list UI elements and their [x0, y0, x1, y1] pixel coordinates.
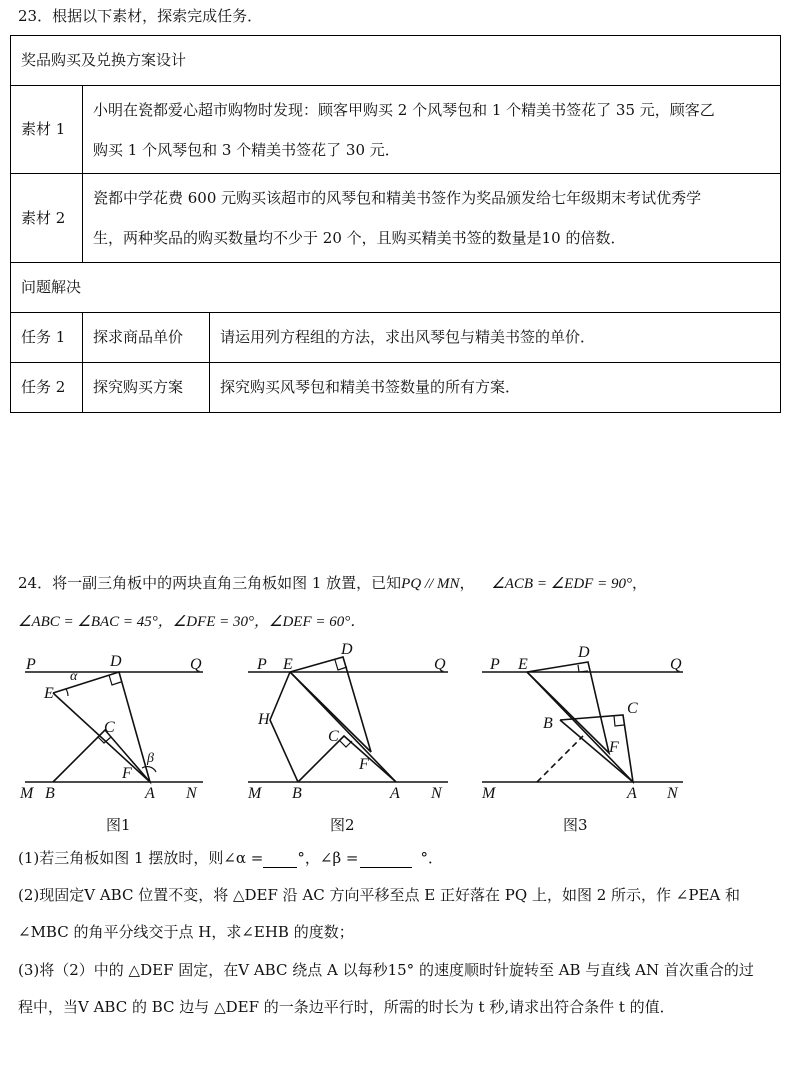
- q24-part3-line1: (3)将（2）中的 △DEF 固定，在V ABC 绕点 A 以每秒15° 的速度顺时针旋转至 AB 与直线 AN 首次重合的过: [18, 961, 754, 979]
- task1-name: 探求商品单价: [83, 313, 210, 363]
- fig2-label-a: A: [390, 785, 400, 800]
- table-title: 奖品购买及兑换方案设计: [11, 36, 781, 86]
- fig1-label-n: N: [186, 785, 197, 800]
- fig2-label-h: H: [258, 711, 270, 728]
- material1-line2: 购买 1 个风琴包和 3 个精美书签花了 30 元．: [93, 140, 400, 159]
- q24-part2-line2: ∠MBC 的角平分线交于点 H，求∠EHB 的度数；: [18, 923, 354, 941]
- fig1-right-angle-d: [109, 675, 121, 685]
- q24-part2-line1: (2)现固定V ABC 位置不变，将 △DEF 沿 AC 方向平移至点 E 正好落在 PQ 上，如图 2 所示，作 ∠PEA 和: [18, 886, 741, 904]
- q23-table: [10, 35, 781, 413]
- task2-desc: 探究购买风琴包和精美书签数量的所有方案．: [210, 363, 781, 413]
- fig2-label-b: B: [292, 785, 302, 800]
- fig1-label-q: Q: [190, 656, 202, 673]
- material2-line2: 生，两种奖品的购买数量均不少于 20 个，且购买精美书签的数量是10 的倍数．: [93, 229, 626, 247]
- material2-content: [83, 174, 781, 263]
- fig3-label-f: F: [609, 739, 619, 756]
- fig1-label-b: B: [45, 785, 55, 800]
- beta-answer-blank: [360, 849, 412, 868]
- material2-label: 素材 2: [11, 174, 83, 263]
- material1-label: 素材 1: [11, 86, 83, 174]
- fig1-label-e: E: [44, 685, 54, 702]
- q23-heading: 23．根据以下素材，探索完成任务．: [18, 7, 263, 25]
- fig1-label-m: M: [20, 785, 34, 800]
- fig2-label-c: C: [328, 728, 339, 745]
- fig2-bisectors-h: [270, 672, 298, 782]
- fig2-label-d: D: [341, 641, 353, 658]
- fig2-label-p: P: [257, 656, 267, 673]
- fig3-label-p: P: [490, 656, 500, 673]
- fig3-label-d: D: [578, 644, 590, 661]
- fig2-label-q: Q: [434, 656, 446, 673]
- fig3-label-n: N: [667, 785, 678, 800]
- fig3-dashed-line: [537, 736, 583, 782]
- material2-line1: 瓷都中学花费 600 元购买该超市的风琴包和精美书签作为奖品颁发给七年级期末考试优秀学: [93, 189, 702, 207]
- fig3-right-angle-c: [614, 716, 624, 726]
- fig2-line-ea: [290, 672, 396, 782]
- fig2-label-e: E: [283, 656, 293, 673]
- fig3-label-e: E: [518, 656, 528, 673]
- fig3-label-m: M: [482, 785, 496, 800]
- material1-line1: 小明在瓷都爱心超市购物时发现：顾客甲购买 2 个风琴包和 1 个精美书签花了 35 元，顾客乙: [93, 100, 715, 119]
- fig1-label-p: P: [26, 656, 36, 673]
- task1-desc: 请运用列方程组的方法，求出风琴包与精美书签的单价．: [210, 313, 781, 363]
- q24-part3-line2: 程中，当V ABC 的 BC 边与 △DEF 的一条边平行时，所需的时长为 t 秒,请求出符合条件 t 的值．: [18, 998, 675, 1016]
- q24-line1: 24．将一副三角板中的两块直角三角板如图 1 放置，已知PQ // MN， ∠ACB = ∠EDF = 90°，: [18, 574, 647, 592]
- alpha-answer-blank: [263, 849, 297, 868]
- fig3-label-a: A: [627, 785, 637, 800]
- fig1-label-d: D: [110, 653, 122, 670]
- task2-label: 任务 2: [11, 363, 83, 413]
- fig3-label-c: C: [627, 700, 638, 717]
- fig1-label-alpha: α: [70, 669, 78, 684]
- fig3-triangle-def: [527, 662, 609, 753]
- fig1-label-f: F: [122, 765, 132, 782]
- fig3-label-b: B: [543, 715, 553, 732]
- fig3-caption: 图3: [563, 816, 588, 834]
- fig2-caption: 图2: [330, 816, 355, 834]
- fig1-label-c: C: [104, 719, 115, 736]
- fig1-label-a: A: [145, 785, 155, 800]
- fig3-label-q: Q: [670, 656, 682, 673]
- fig1-label-beta: β: [147, 751, 154, 766]
- q24-line2: ∠ABC = ∠BAC = 45°，∠DFE = 30°，∠DEF = 60°．: [18, 614, 366, 630]
- fig1-alpha-arc: [66, 689, 68, 696]
- fig2-label-n: N: [431, 785, 442, 800]
- fig2-label-f: F: [359, 756, 369, 773]
- fig2-triangle-abc: [298, 736, 396, 782]
- problem-solving-label: 问题解决: [11, 263, 781, 313]
- task1-label: 任务 1: [11, 313, 83, 363]
- fig3-right-angle-d: [578, 665, 588, 672]
- task2-name: 探究购买方案: [83, 363, 210, 413]
- fig2-label-m: M: [248, 785, 262, 800]
- material1-content: [83, 86, 781, 174]
- fig1-caption: 图1: [106, 816, 131, 834]
- geometry-figures: [0, 640, 799, 800]
- fig1-beta-arc: [142, 767, 156, 772]
- q24-part1: (1)若三角板如图 1 摆放时，则∠α = °，∠β = °．: [18, 849, 443, 867]
